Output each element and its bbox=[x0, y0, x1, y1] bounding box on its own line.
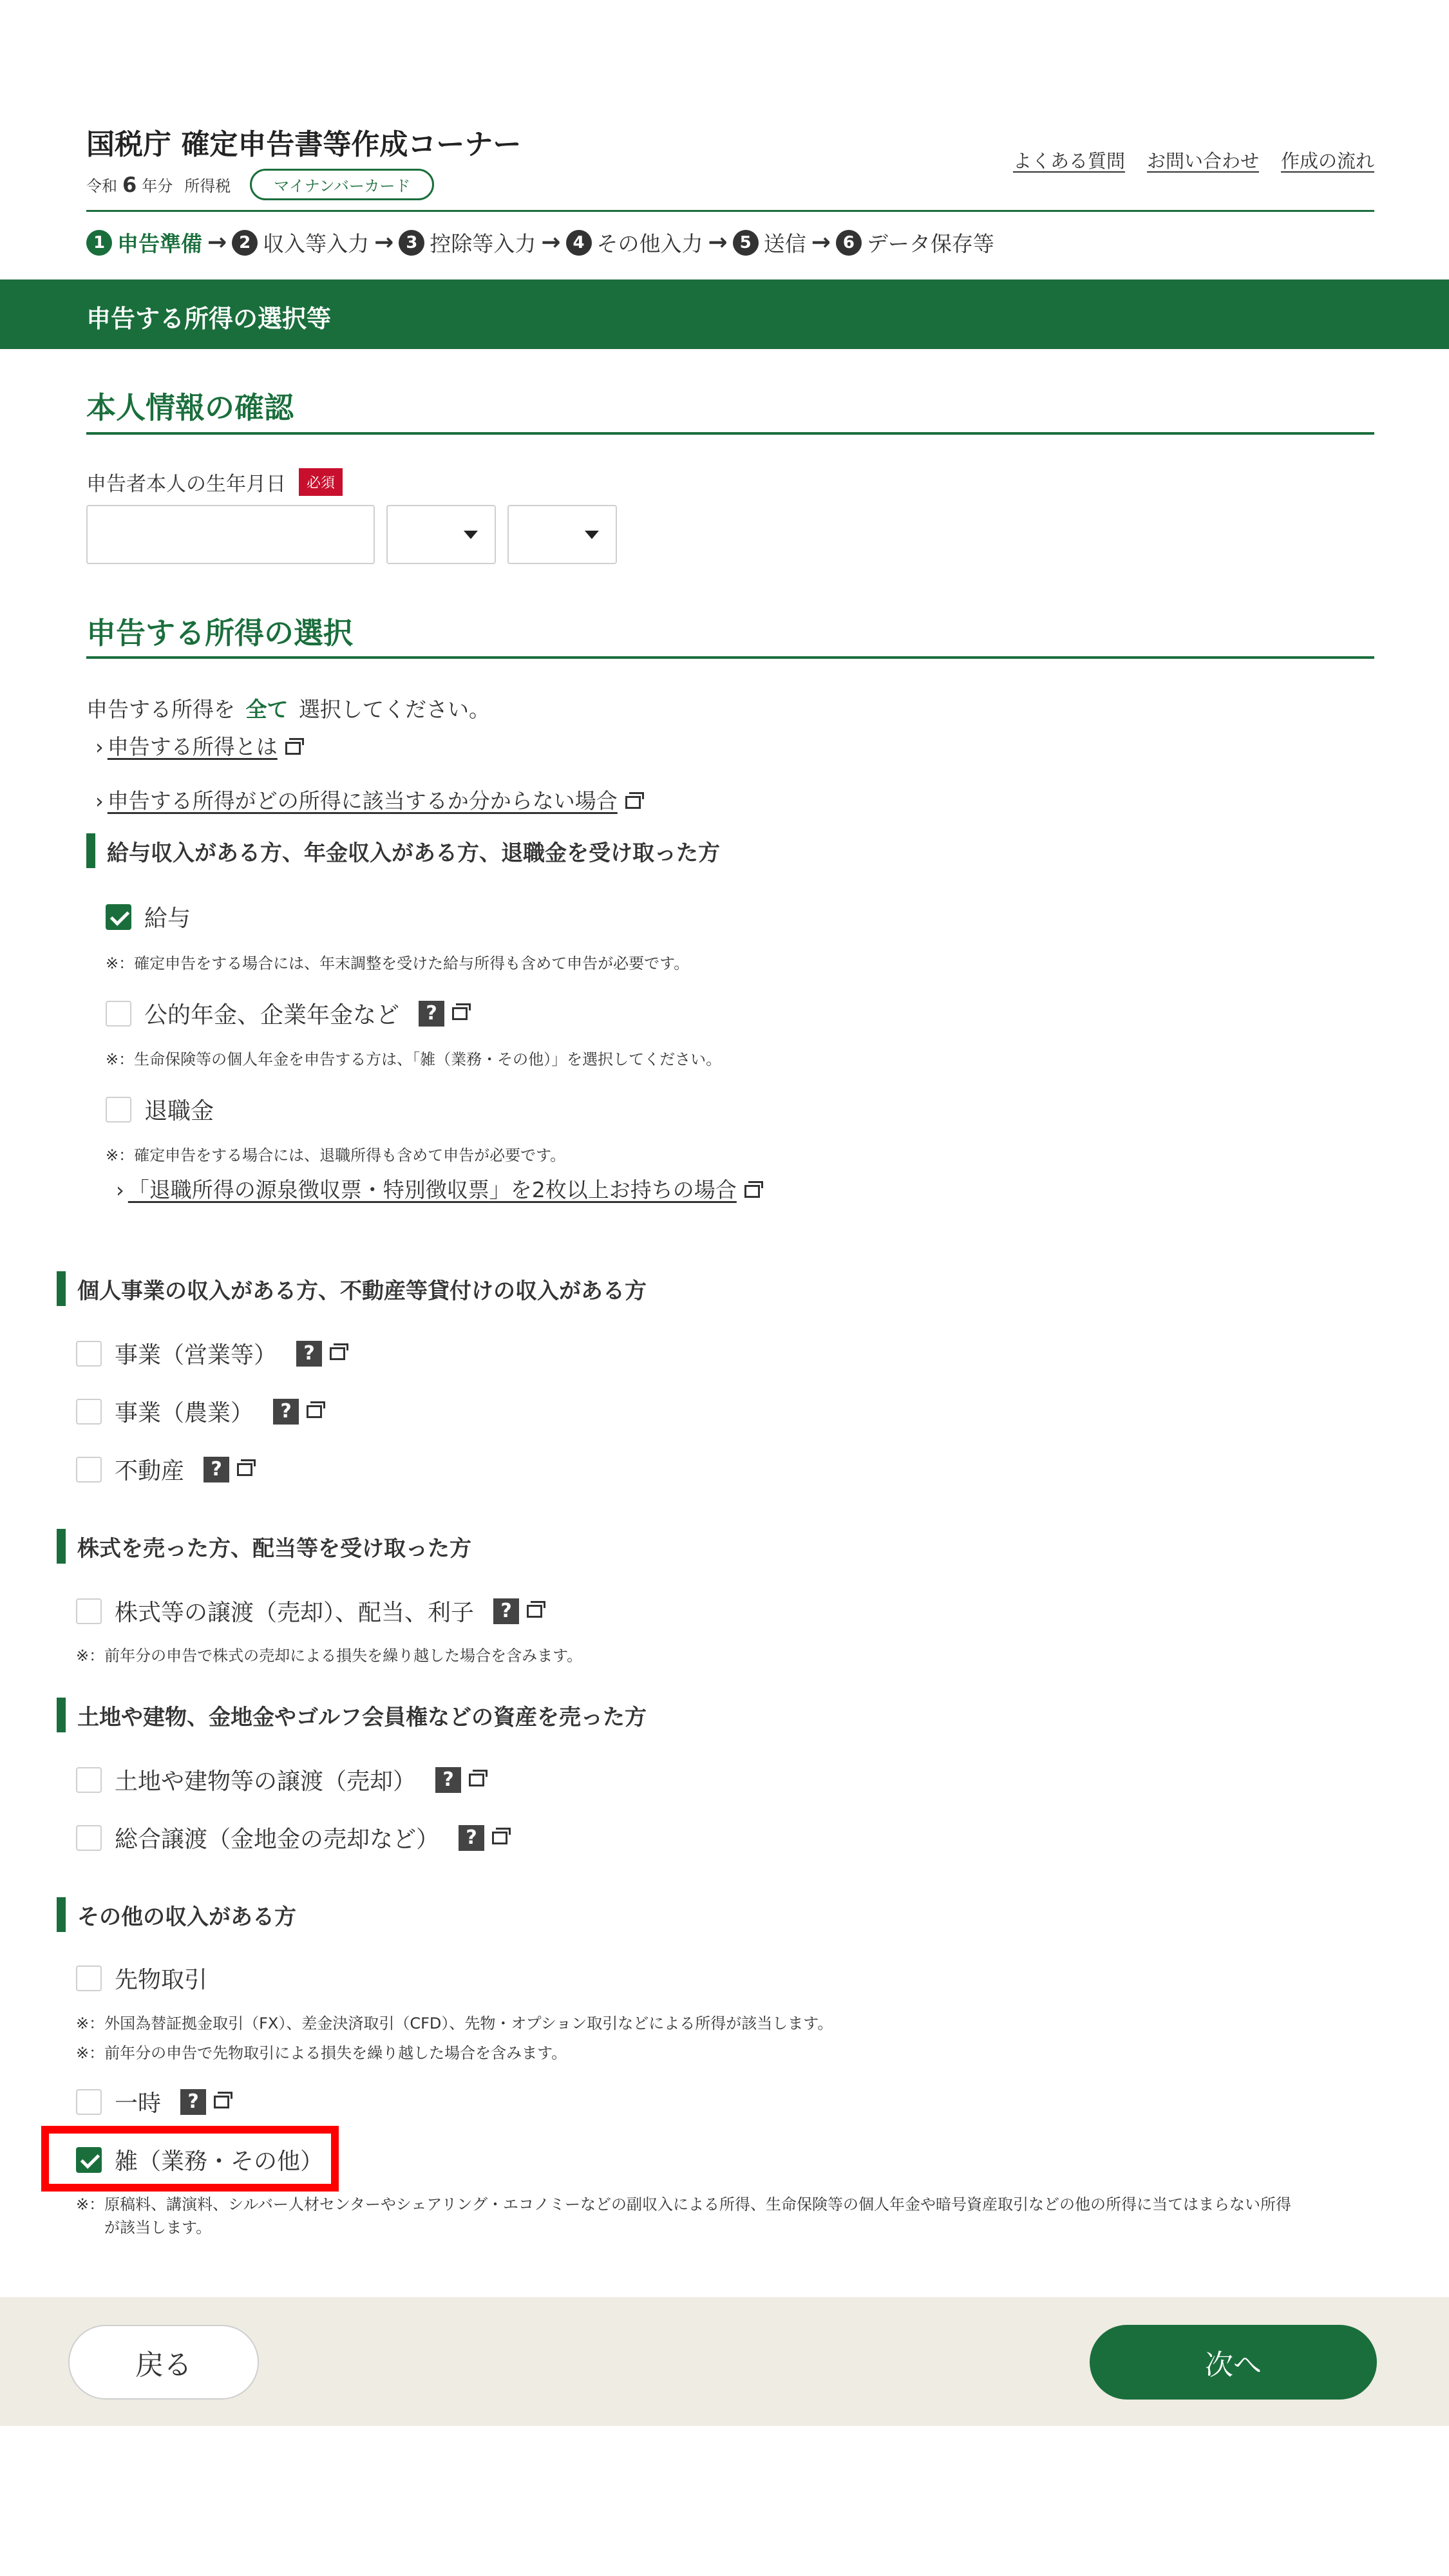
arrow-right-icon: → bbox=[708, 229, 728, 256]
step-number: 2 bbox=[232, 230, 258, 256]
section-divider bbox=[86, 432, 1374, 435]
birthdate-label-row bbox=[86, 468, 343, 497]
external-window-icon[interactable] bbox=[237, 1463, 252, 1476]
external-window-icon bbox=[744, 1185, 760, 1198]
futures-checkbox[interactable] bbox=[76, 1965, 102, 1991]
income-selection-title: 申告する所得の選択 bbox=[86, 616, 353, 650]
external-window-icon[interactable] bbox=[330, 1347, 345, 1360]
faq-link[interactable]: よくある質問 bbox=[1012, 150, 1125, 172]
chevron-right-icon: › bbox=[95, 735, 104, 759]
futures-checkbox-row[interactable] bbox=[76, 1962, 207, 1994]
step-number: 3 bbox=[399, 230, 424, 256]
step-label: 控除等入力 bbox=[430, 231, 536, 256]
step-1 bbox=[86, 227, 202, 258]
business-label: 事業（営業等） bbox=[115, 1342, 278, 1368]
futures-note-1: ※：外国為替証拠金取引（FX）、差金決済取引（CFD）、先物・オプション取引などによる所得が該当します。 bbox=[76, 2014, 833, 2032]
birth-month-select[interactable] bbox=[386, 505, 496, 564]
step-number: 5 bbox=[733, 230, 759, 256]
realestate-checkbox[interactable] bbox=[76, 1457, 102, 1482]
tax-type: 所得税 bbox=[184, 177, 231, 195]
pension-label: 公的年金、企業年金など bbox=[144, 1002, 400, 1028]
temporary-checkbox-row[interactable] bbox=[76, 2085, 229, 2118]
what-is-income-link[interactable]: 申告する所得とは bbox=[107, 734, 278, 759]
page-title: 申告する所得の選択等 bbox=[86, 305, 332, 333]
step-number: 4 bbox=[566, 230, 592, 256]
step-label: 送信 bbox=[763, 231, 806, 256]
tax-year: 6 bbox=[122, 172, 137, 197]
instruction-emphasis: 全て bbox=[245, 697, 289, 722]
heading-text: その他の収入がある方 bbox=[77, 1904, 296, 1930]
birth-day-select[interactable] bbox=[507, 505, 617, 564]
temporary-label: 一時 bbox=[115, 2090, 162, 2117]
heading-accent-bar bbox=[86, 833, 95, 868]
realestate-label: 不動産 bbox=[115, 1458, 185, 1484]
general-transfer-checkbox[interactable] bbox=[76, 1825, 102, 1851]
help-icon[interactable]: ? bbox=[273, 1399, 299, 1425]
birth-year-input[interactable] bbox=[86, 505, 375, 564]
instruction-text: 選択してください。 bbox=[299, 697, 490, 722]
birthdate-label: 申告者本人の生年月日 bbox=[86, 473, 286, 496]
step-number: 6 bbox=[836, 230, 862, 256]
help-icon[interactable]: ? bbox=[180, 2089, 206, 2115]
stocks-checkbox-row[interactable] bbox=[76, 1595, 542, 1627]
step-6 bbox=[836, 227, 994, 258]
year-suffix: 年分 bbox=[142, 177, 173, 195]
heading-text: 土地や建物、金地金やゴルフ会員権などの資産を売った方 bbox=[77, 1704, 647, 1730]
help-icon[interactable]: ? bbox=[435, 1767, 461, 1793]
section-divider bbox=[86, 656, 1374, 659]
mynumber-badge: マイナンバーカード bbox=[250, 169, 434, 200]
arrow-right-icon: → bbox=[811, 229, 831, 256]
agriculture-checkbox[interactable] bbox=[76, 1399, 102, 1425]
step-label: その他入力 bbox=[596, 231, 703, 256]
retirement-label: 退職金 bbox=[144, 1098, 214, 1124]
heading-accent-bar bbox=[57, 1897, 66, 1932]
salary-checkbox[interactable] bbox=[106, 904, 131, 930]
step-number: 1 bbox=[86, 230, 112, 256]
general-transfer-checkbox-row[interactable] bbox=[76, 1821, 507, 1854]
what-is-income-link-row bbox=[95, 730, 301, 761]
assets-heading bbox=[57, 1698, 647, 1732]
income-instruction bbox=[86, 693, 490, 723]
help-icon[interactable]: ? bbox=[204, 1457, 229, 1482]
temporary-checkbox[interactable] bbox=[76, 2089, 102, 2115]
external-window-icon bbox=[285, 742, 301, 755]
futures-note-2: ※：前年分の申告で先物取引による損失を繰り越した場合を含みます。 bbox=[76, 2044, 567, 2062]
app-title: 国税庁 確定申告書等作成コーナー bbox=[86, 128, 522, 161]
external-window-icon bbox=[625, 796, 641, 809]
step-label: 収入等入力 bbox=[263, 231, 370, 256]
heading-accent-bar bbox=[57, 1529, 66, 1564]
retirement-checkbox[interactable] bbox=[106, 1097, 131, 1122]
help-icon[interactable]: ? bbox=[419, 1001, 444, 1027]
page-title-bar bbox=[0, 279, 1449, 349]
heading-text: 給与収入がある方、年金収入がある方、退職金を受け取った方 bbox=[107, 840, 720, 866]
stocks-checkbox[interactable] bbox=[76, 1598, 102, 1624]
external-window-icon[interactable] bbox=[307, 1405, 322, 1418]
salary-pension-heading bbox=[86, 833, 720, 868]
agriculture-checkbox-row[interactable] bbox=[76, 1395, 322, 1428]
help-icon[interactable]: ? bbox=[493, 1598, 519, 1624]
help-icon[interactable]: ? bbox=[459, 1825, 484, 1851]
pension-checkbox-row[interactable] bbox=[106, 997, 468, 1030]
arrow-right-icon: → bbox=[207, 229, 227, 256]
arrow-right-icon: → bbox=[374, 229, 394, 256]
era-label: 令和 bbox=[86, 177, 117, 195]
unsure-income-link[interactable]: 申告する所得がどの所得に該当するか分からない場合 bbox=[107, 788, 618, 813]
heading-text: 個人事業の収入がある方、不動産等貸付けの収入がある方 bbox=[77, 1278, 647, 1304]
retirement-note: ※：確定申告をする場合には、退職所得も含めて申告が必要です。 bbox=[106, 1146, 566, 1164]
next-button[interactable]: 次へ bbox=[1090, 2325, 1377, 2400]
realestate-checkbox-row[interactable] bbox=[76, 1453, 252, 1486]
other-income-heading bbox=[57, 1897, 296, 1932]
pension-note: ※：生命保険等の個人年金を申告する方は、「雑（業務・その他）」を選択してください。 bbox=[106, 1050, 722, 1068]
agriculture-label: 事業（農業） bbox=[115, 1400, 254, 1426]
instruction-text: 申告する所得を bbox=[86, 697, 235, 722]
chevron-right-icon: › bbox=[95, 789, 104, 813]
external-window-icon[interactable] bbox=[492, 1832, 507, 1844]
pension-checkbox[interactable] bbox=[106, 1001, 131, 1027]
misc-note-line: が該当します。 bbox=[104, 2219, 212, 2237]
arrow-right-icon: → bbox=[541, 229, 561, 256]
chevron-right-icon: › bbox=[116, 1178, 124, 1202]
misc-note-line: ※：原稿料、講演料、シルバー人材センターやシェアリング・エコノミーなどの副収入による所得、生命保険等の個人年金や暗号資産取引などの他の所得に当てはまらない所得 bbox=[76, 2195, 1291, 2213]
futures-label: 先物取引 bbox=[115, 1967, 208, 1993]
step-2 bbox=[232, 227, 369, 258]
salary-label: 給与 bbox=[144, 905, 191, 932]
business-checkbox[interactable] bbox=[76, 1341, 102, 1367]
unsure-income-link-row bbox=[95, 784, 641, 815]
stocks-label: 株式等の譲渡（売却）、配当、利子 bbox=[115, 1600, 475, 1626]
land-checkbox-row[interactable] bbox=[76, 1763, 484, 1796]
personal-info-title: 本人情報の確認 bbox=[86, 390, 294, 425]
retirement-link-row bbox=[116, 1173, 760, 1204]
required-badge: 必須 bbox=[299, 468, 343, 496]
progress-steps bbox=[86, 227, 994, 258]
flow-link[interactable]: 作成の流れ bbox=[1280, 150, 1374, 172]
heading-accent-bar bbox=[57, 1271, 66, 1306]
land-label: 土地や建物等の譲渡（売却） bbox=[115, 1768, 417, 1795]
step-5 bbox=[733, 227, 806, 258]
header-links bbox=[1013, 147, 1374, 173]
tax-year-line bbox=[86, 169, 434, 200]
heading-text: 株式を売った方、配当等を受け取った方 bbox=[77, 1535, 471, 1562]
land-checkbox[interactable] bbox=[76, 1767, 102, 1793]
contact-link[interactable]: お問い合わせ bbox=[1146, 150, 1259, 172]
business-checkbox-row[interactable] bbox=[76, 1337, 345, 1370]
misc-note bbox=[76, 2193, 1338, 2239]
heading-accent-bar bbox=[57, 1698, 66, 1732]
step-label: 申告準備 bbox=[117, 231, 202, 256]
step-4 bbox=[566, 227, 703, 258]
header-divider bbox=[86, 210, 1374, 212]
external-window-icon[interactable] bbox=[452, 1007, 468, 1020]
step-3 bbox=[399, 227, 536, 258]
business-heading bbox=[57, 1271, 647, 1306]
stocks-note: ※：前年分の申告で株式の売却による損失を繰り越した場合を含みます。 bbox=[76, 1647, 583, 1665]
external-window-icon[interactable] bbox=[469, 1774, 484, 1786]
external-window-icon[interactable] bbox=[527, 1605, 542, 1618]
salary-checkbox-row[interactable] bbox=[106, 900, 191, 933]
help-icon[interactable]: ? bbox=[296, 1341, 322, 1367]
external-window-icon[interactable] bbox=[214, 2096, 229, 2108]
salary-note: ※：確定申告をする場合には、年末調整を受けた給与所得も含めて申告が必要です。 bbox=[106, 954, 690, 972]
retirement-checkbox-row[interactable] bbox=[106, 1093, 214, 1126]
misc-label: 雑（業務・その他） bbox=[115, 2148, 324, 2175]
general-transfer-label: 総合譲渡（金地金の売却など） bbox=[115, 1826, 440, 1853]
stocks-heading bbox=[57, 1529, 471, 1564]
back-button[interactable]: 戻る bbox=[68, 2325, 259, 2400]
step-label: データ保存等 bbox=[866, 231, 994, 256]
retirement-multiple-link[interactable]: 「退職所得の源泉徴収票・特別徴収票」を2枚以上お持ちの場合 bbox=[128, 1177, 737, 1202]
selection-highlight-box bbox=[41, 2126, 339, 2192]
